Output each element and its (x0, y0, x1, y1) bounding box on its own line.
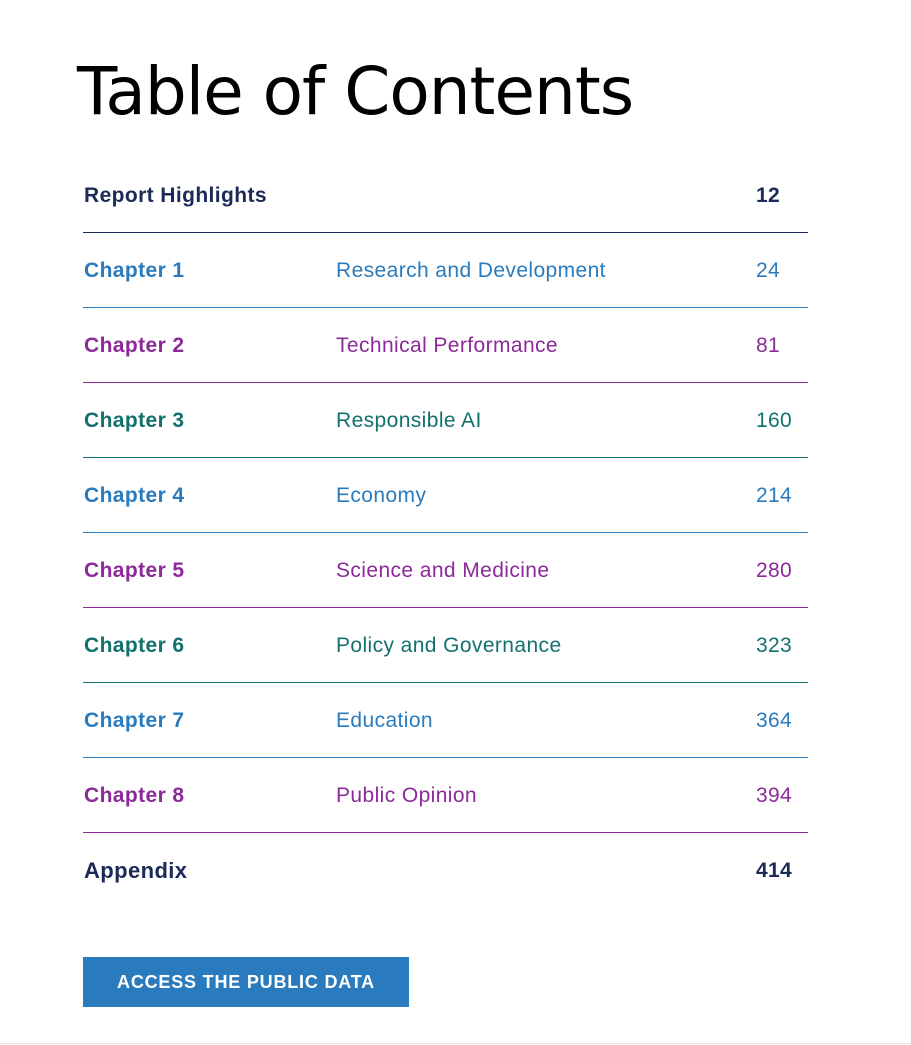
toc-row-appendix[interactable] (83, 833, 808, 908)
toc-chapter-label[interactable]: Chapter 4 (84, 484, 185, 507)
toc-chapter-page: 323 (756, 634, 792, 657)
toc-row-chapter-5[interactable] (83, 533, 808, 608)
toc-highlights-label[interactable]: Report Highlights (84, 184, 267, 207)
toc-chapter-title[interactable]: Policy and Governance (336, 634, 562, 657)
toc-chapter-title[interactable]: Science and Medicine (336, 559, 550, 582)
toc-row-chapter-4[interactable] (83, 458, 808, 533)
toc-appendix-page: 414 (756, 859, 792, 882)
page-title: Table of Contents (77, 53, 634, 130)
toc-chapter-label[interactable]: Chapter 2 (84, 334, 185, 357)
toc-row-chapter-6[interactable] (83, 608, 808, 683)
table-of-contents (83, 158, 808, 908)
toc-chapter-label[interactable]: Chapter 7 (84, 709, 185, 732)
toc-row-chapter-8[interactable] (83, 758, 808, 833)
toc-row-chapter-1[interactable] (83, 233, 808, 308)
toc-chapter-label[interactable]: Chapter 3 (84, 409, 185, 432)
toc-row-chapter-2[interactable] (83, 308, 808, 383)
toc-chapter-label[interactable]: Chapter 5 (84, 559, 185, 582)
toc-chapter-label[interactable]: Chapter 1 (84, 259, 185, 282)
toc-chapter-page: 160 (756, 409, 792, 432)
toc-chapter-title[interactable]: Education (336, 709, 434, 732)
toc-chapter-page: 364 (756, 709, 792, 732)
toc-row-chapter-7[interactable] (83, 683, 808, 758)
toc-chapter-label[interactable]: Chapter 6 (84, 634, 185, 657)
toc-chapter-title[interactable]: Economy (336, 484, 427, 507)
toc-chapter-title[interactable]: Responsible AI (336, 409, 482, 432)
toc-row-report-highlights[interactable] (83, 158, 808, 233)
toc-chapter-label[interactable]: Chapter 8 (84, 784, 185, 807)
toc-chapter-page: 280 (756, 559, 792, 582)
toc-row-chapter-3[interactable] (83, 383, 808, 458)
page-divider (0, 1043, 911, 1044)
toc-chapter-title[interactable]: Research and Development (336, 259, 606, 282)
toc-chapter-page: 81 (756, 334, 780, 357)
toc-chapter-page: 24 (756, 259, 780, 282)
toc-appendix-label[interactable]: Appendix (84, 858, 188, 883)
access-public-data-button[interactable]: ACCESS THE PUBLIC DATA (83, 957, 409, 1007)
toc-chapter-page: 394 (756, 784, 792, 807)
toc-chapter-title[interactable]: Technical Performance (336, 334, 558, 357)
toc-chapter-page: 214 (756, 484, 792, 507)
toc-highlights-page: 12 (756, 184, 780, 207)
toc-chapter-title[interactable]: Public Opinion (336, 784, 478, 807)
